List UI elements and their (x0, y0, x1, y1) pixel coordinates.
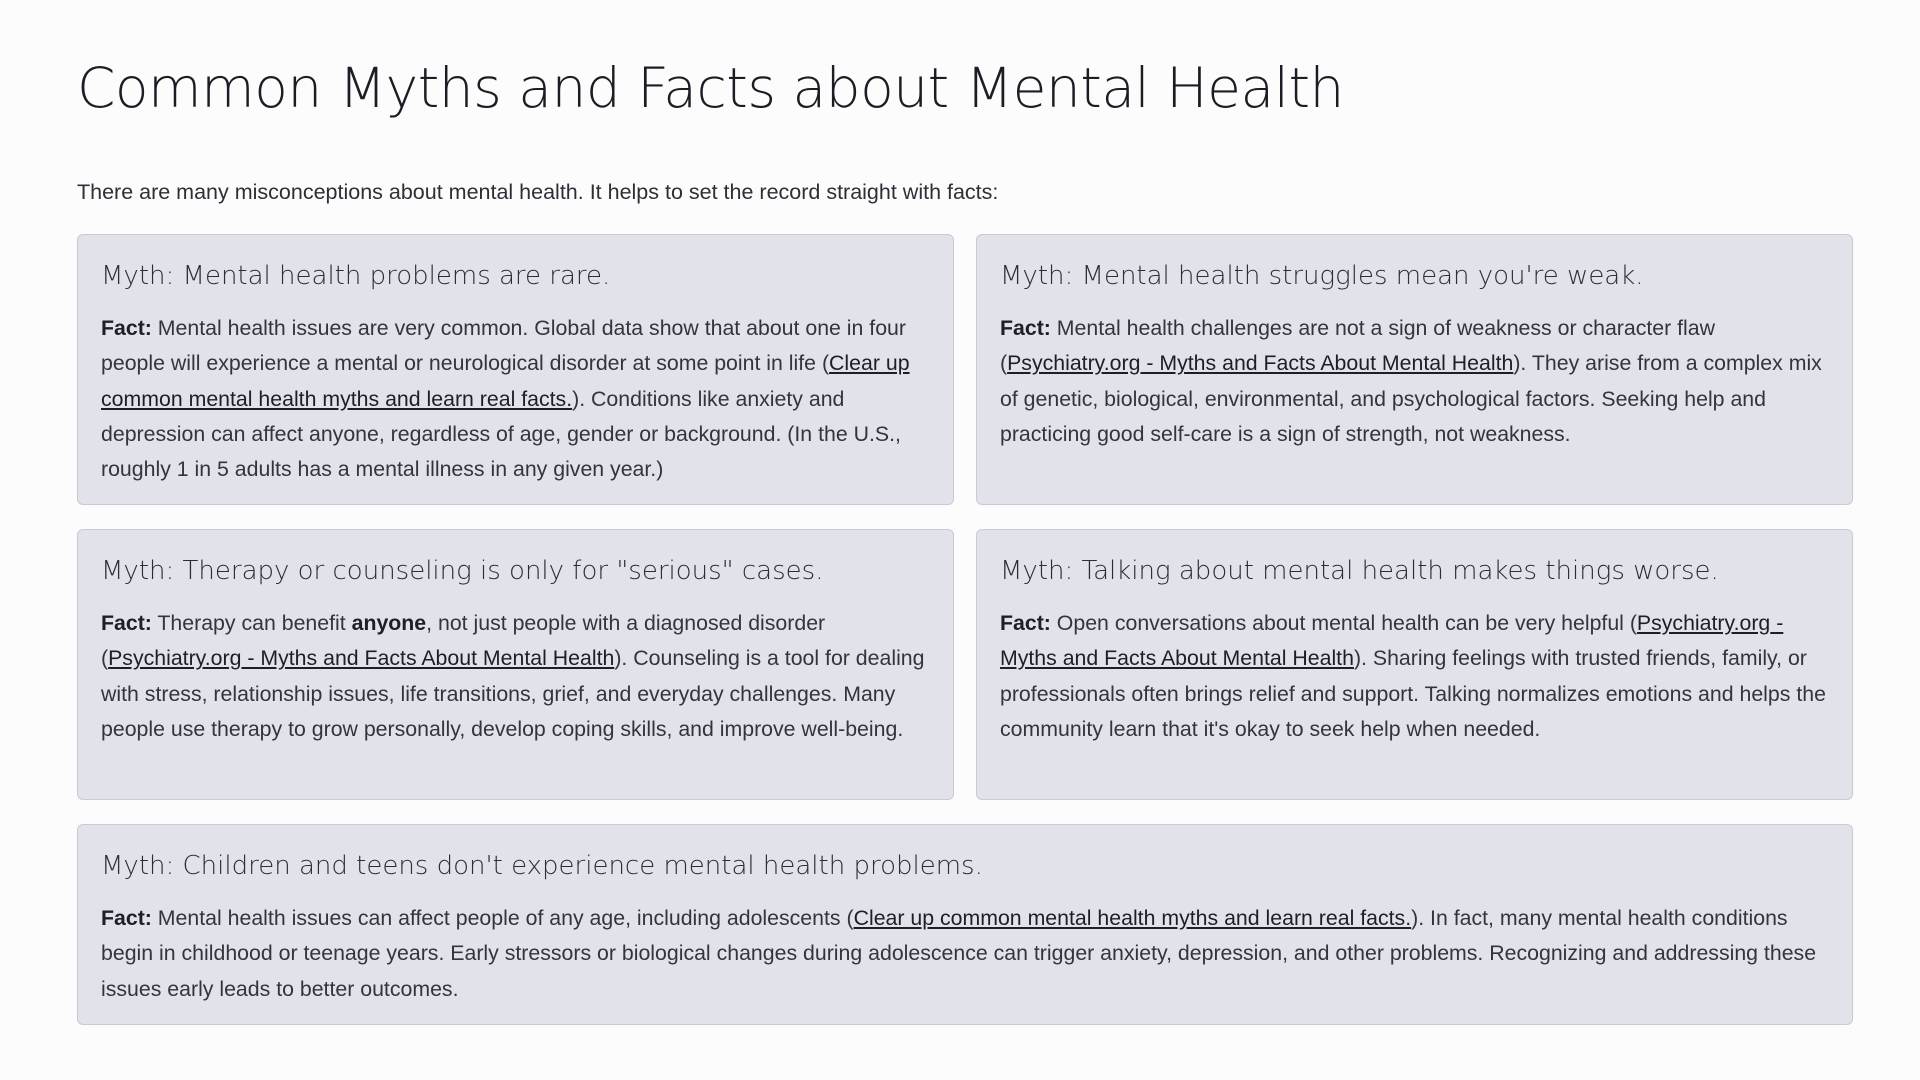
fact-body: , not just people with a diagnosed disorder ( (101, 611, 826, 671)
fact-text (1000, 606, 1829, 747)
fact-label: Fact: (101, 316, 152, 340)
fact-body: Therapy can benefit (151, 611, 352, 635)
myths-facts-link[interactable]: - Myths and Facts About Mental Health (1000, 611, 1784, 671)
fact-body: Mental health issues can affect people of any age, including adolescents ( (151, 906, 854, 930)
myth-heading: Myth: Talking about mental health makes things worse. (1000, 556, 1719, 586)
fact-text (101, 606, 930, 747)
page-title: Common Myths and Facts about Mental Health (77, 56, 1344, 120)
fact-body: Mental health challenges are not a sign of weakness or character flaw ( (1000, 316, 1716, 376)
fact-body: Mental health issues are very common. Global data show that about one in four people will experience a mental or neurological disorder at some point in life ( (101, 316, 906, 376)
source-link[interactable]: Clear up common mental health myths and learn real facts. (101, 351, 910, 411)
myth-heading: Myth: Therapy or counseling is only for "serious" cases. (101, 556, 824, 586)
fact-body: ). They arise from a complex mix of genetic, biological, environmental, and psychological factors. Seeking help and practicing good self-care is a sign of strength, not weakness. (1000, 351, 1822, 446)
myth-card-children (77, 824, 1853, 1025)
emphasis-text: anyone (351, 611, 427, 635)
myth-heading: Myth: Mental health problems are rare. (101, 261, 611, 291)
source-link[interactable]: Clear up common mental health myths and learn real facts. (853, 906, 1412, 930)
intro-text: There are many misconceptions about mental health. It helps to set the record straight with facts: (77, 180, 999, 204)
myth-card-talking (976, 529, 1853, 800)
fact-label: Fact: (101, 906, 152, 930)
psychiatry-link[interactable]: Psychiatry.org (108, 646, 242, 671)
fact-label: Fact: (1000, 316, 1051, 340)
myth-card-rare (77, 234, 954, 505)
fact-body: ). Counseling is a tool for dealing with stress, relationship issues, life transitions, grief, and everyday challenges. Many people use therapy to grow personally, develop coping skills, and improve well-being. (101, 646, 925, 741)
psychiatry-link[interactable]: Psychiatry.org (1007, 351, 1141, 376)
myth-heading: Myth: Children and teens don't experience mental health problems. (101, 851, 983, 881)
myth-heading: Myth: Mental health struggles mean you're weak. (1000, 261, 1644, 291)
fact-label: Fact: (1000, 611, 1051, 635)
fact-label: Fact: (101, 611, 152, 635)
fact-body: ). Conditions like anxiety and depression can affect anyone, regardless of age, gender or background. (In the U.S., roughly 1 in 5 adults has a mental illness in any given year.) (101, 386, 901, 482)
psychiatry-link[interactable]: Psychiatry.org (1636, 611, 1771, 635)
fact-body: Open conversations about mental health can be very helpful ( (1050, 611, 1637, 635)
myths-facts-link[interactable]: - Myths and Facts About Mental Health (241, 646, 615, 671)
fact-text (101, 311, 930, 487)
fact-body: ). Sharing feelings with trusted friends, family, or professionals often brings relief and support. Talking normalizes emotions and helps the community learn that it's okay to seek help when needed. (1000, 646, 1826, 741)
myths-facts-link[interactable]: - Myths and Facts About Mental Health (1140, 351, 1514, 376)
fact-text (1000, 311, 1829, 452)
fact-body: ). In fact, many mental health conditions begin in childhood or teenage years. Early stressors or biological changes during adolescence can trigger anxiety, depression, and other problems. Recognizing and addressing these issues early leads to better outcomes. (101, 906, 1817, 1001)
fact-text (101, 901, 1829, 1007)
myth-card-weak (976, 234, 1853, 505)
myth-card-therapy (77, 529, 954, 800)
